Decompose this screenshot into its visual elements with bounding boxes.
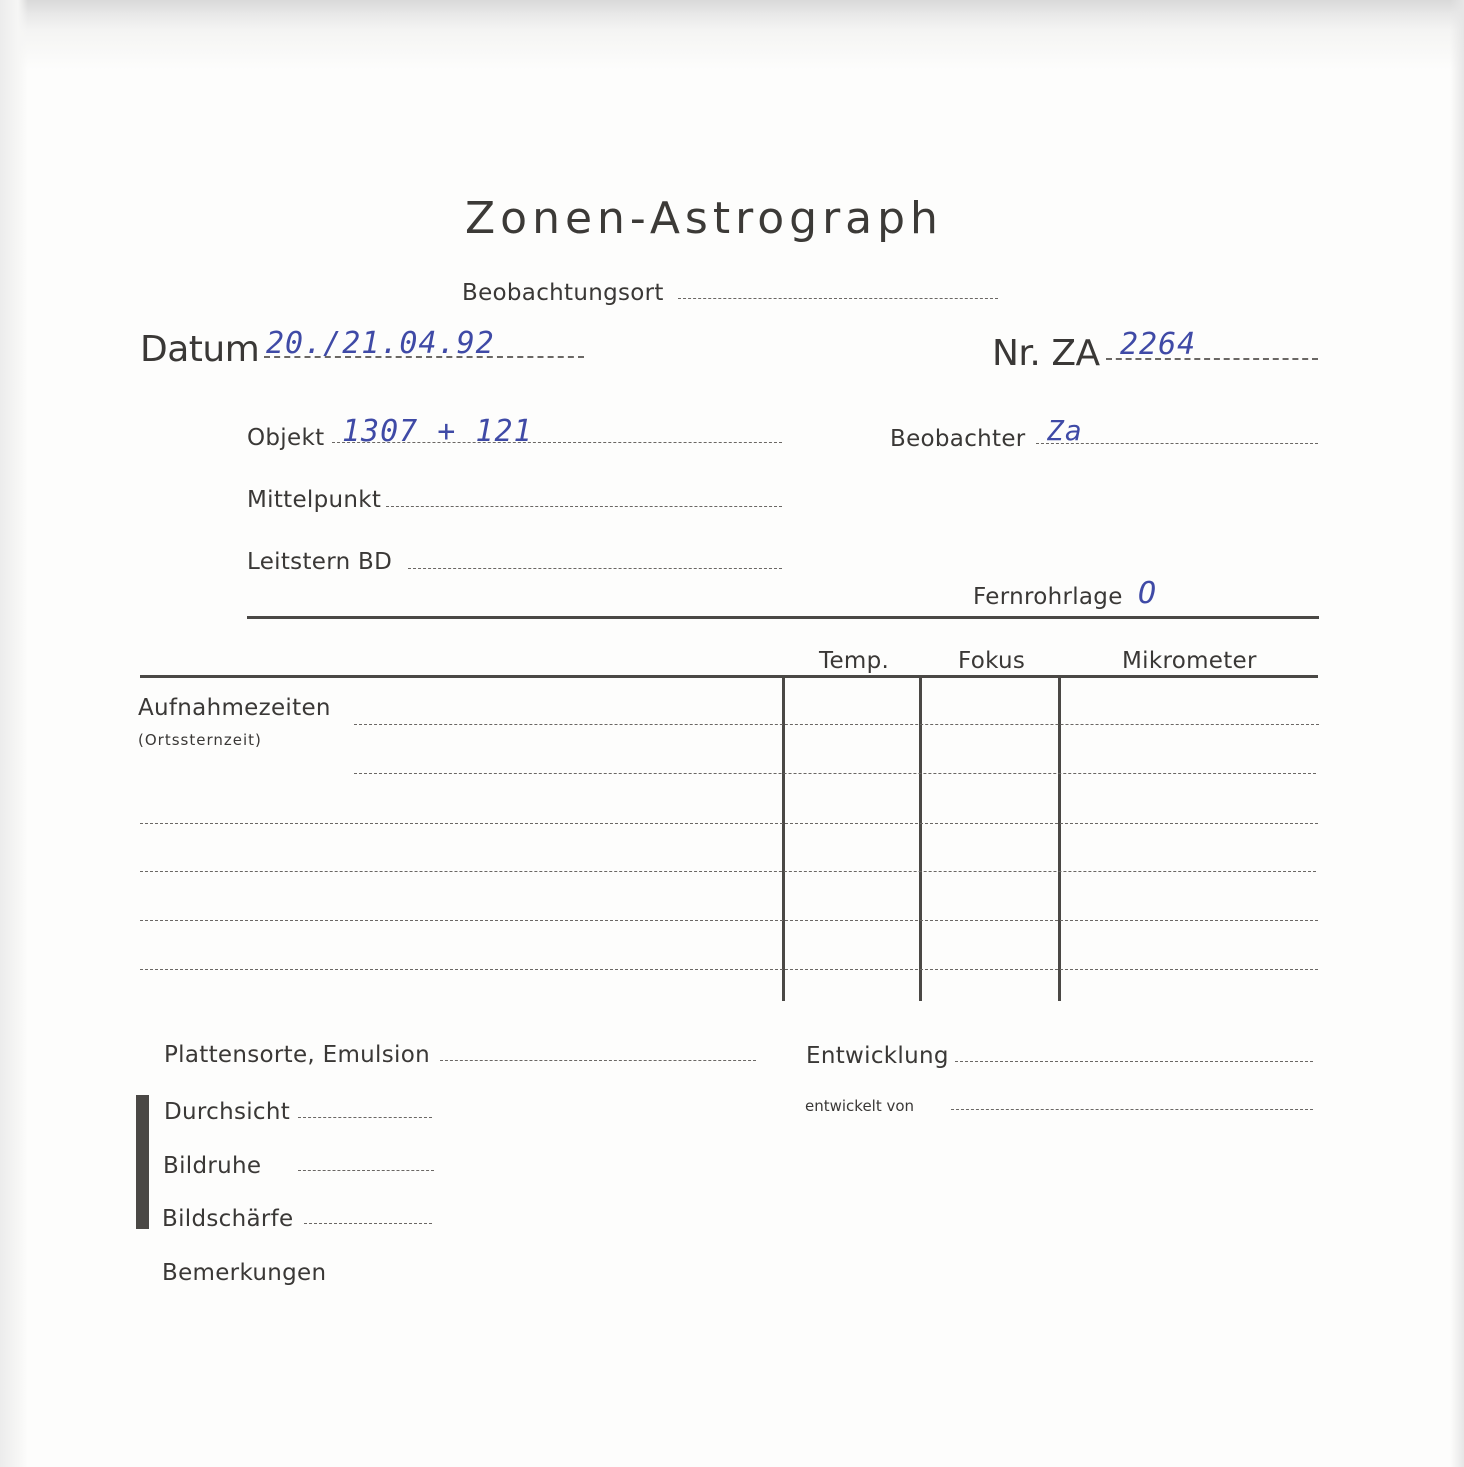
table-row-line[interactable] xyxy=(354,773,1316,774)
plattensorte-field[interactable] xyxy=(440,1060,756,1061)
entwickelt-von-field[interactable] xyxy=(951,1109,1313,1110)
bildruhe-label: Bildruhe xyxy=(163,1153,262,1179)
table-row-line[interactable] xyxy=(354,724,1319,725)
bildruhe-field[interactable] xyxy=(298,1170,434,1171)
datum-field-line xyxy=(264,356,584,358)
nr-za-label: Nr. ZA xyxy=(992,333,1100,374)
leitstern-label: Leitstern BD xyxy=(247,549,393,575)
fernrohrlage-value[interactable]: O xyxy=(1138,576,1158,611)
objekt-label: Objekt xyxy=(247,425,325,451)
table-row-line[interactable] xyxy=(140,920,1318,921)
beobachtungsort-field[interactable] xyxy=(678,298,998,299)
column-divider-2 xyxy=(919,678,922,1001)
table-row-line[interactable] xyxy=(140,871,1316,872)
datum-value[interactable]: 20./21.04.92 xyxy=(266,326,495,361)
bildschaerfe-field[interactable] xyxy=(304,1223,432,1224)
bemerkungen-label: Bemerkungen xyxy=(162,1260,327,1286)
nr-za-value[interactable]: 2264 xyxy=(1120,327,1197,362)
table-row-line[interactable] xyxy=(140,823,1318,824)
aufnahmezeiten-label: Aufnahmezeiten xyxy=(138,695,331,721)
section-divider xyxy=(247,616,1319,619)
leitstern-field[interactable] xyxy=(408,568,782,569)
form-title: Zonen-Astrograph xyxy=(465,193,943,244)
bildschaerfe-label: Bildschärfe xyxy=(162,1206,294,1232)
aufnahmezeiten-sublabel: (Ortssternzeit) xyxy=(138,731,262,749)
column-divider-1 xyxy=(782,678,785,1001)
nr-za-field-line xyxy=(1106,358,1318,360)
paper-crease xyxy=(0,0,1464,70)
beobachter-field-line xyxy=(1036,443,1318,444)
entwickelt-von-label: entwickelt von xyxy=(805,1097,915,1115)
beobachter-value[interactable]: Za xyxy=(1047,414,1083,447)
header-mikrometer: Mikrometer xyxy=(1122,648,1257,674)
quality-section-bar xyxy=(136,1095,149,1229)
table-top-rule xyxy=(140,675,1318,678)
objekt-field-line xyxy=(332,442,782,443)
header-temp: Temp. xyxy=(819,648,890,674)
paper-edge-left xyxy=(0,0,28,1467)
mittelpunkt-label: Mittelpunkt xyxy=(247,487,382,513)
entwicklung-label: Entwicklung xyxy=(806,1043,949,1069)
objekt-value[interactable]: 1307 + 121 xyxy=(342,414,533,449)
datum-label: Datum xyxy=(140,329,260,370)
table-row-line[interactable] xyxy=(140,969,1318,970)
column-divider-3 xyxy=(1058,678,1061,1001)
entwicklung-field[interactable] xyxy=(955,1061,1313,1062)
mittelpunkt-field[interactable] xyxy=(386,506,782,507)
beobachter-label: Beobachter xyxy=(890,426,1026,452)
plattensorte-label: Plattensorte, Emulsion xyxy=(164,1042,430,1068)
fernrohrlage-label: Fernrohrlage xyxy=(973,584,1123,610)
header-fokus: Fokus xyxy=(958,648,1026,674)
paper-edge-right xyxy=(1450,0,1464,1467)
beobachtungsort-label: Beobachtungsort xyxy=(462,280,664,306)
durchsicht-label: Durchsicht xyxy=(164,1099,291,1125)
durchsicht-field[interactable] xyxy=(298,1117,432,1118)
